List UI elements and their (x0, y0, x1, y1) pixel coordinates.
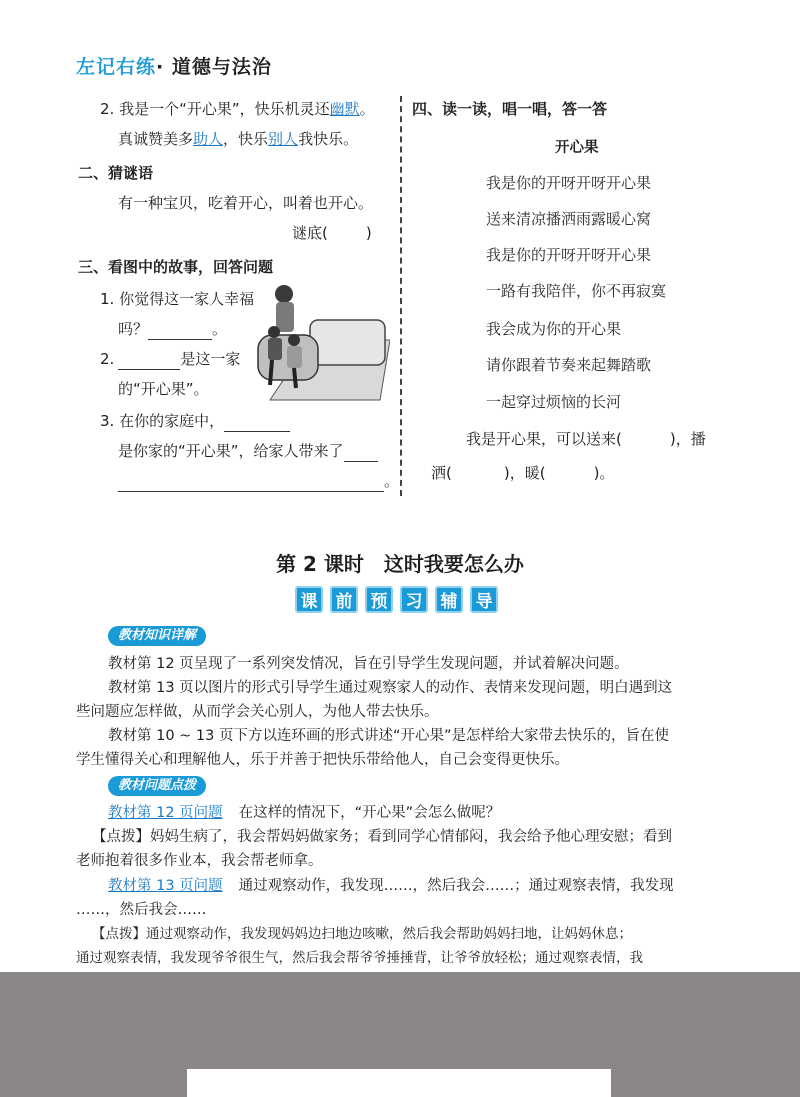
family-illustration (250, 280, 390, 410)
story-q3-text: 3. 在你的家庭中， (100, 412, 225, 430)
q2-word-humor: 幽默 (329, 100, 360, 118)
lesson-title: 第 2 课时 这时我要怎么办 (276, 552, 524, 576)
brand-series: 左记右练 (76, 56, 157, 78)
hint-13-b: 通过观察表情，我发现爷爷很生气，然后我会帮爷爷捶捶背，让爷爷放轻松；通过观察表情，我 (76, 950, 643, 966)
poem-line: 一路有我陪伴，你不再寂寞 (486, 282, 667, 300)
song-question-text2: )，播 (669, 430, 706, 448)
story-q3-blank2[interactable] (344, 445, 378, 462)
banner-char: 习 (400, 586, 428, 613)
poem-line: 一起穿过烦恼的长河 (486, 393, 622, 411)
problem-13-text: 通过观察动作，我发现……，然后我会……；通过观察表情，我发现 (238, 878, 674, 894)
riddle-text: 有一种宝贝，吃着开心，叫着也开心。 (118, 194, 374, 212)
story-q1-line1: 1. 你觉得这一家人幸福 (100, 290, 255, 308)
story-q1-blank[interactable] (148, 323, 212, 340)
story-q3-line1 (100, 410, 290, 432)
riddle-answer (292, 222, 372, 244)
song-question-text: 我是开心果，可以送来( (466, 430, 622, 448)
story-q3-line2 (118, 440, 378, 462)
poem-title: 开心果 (555, 140, 599, 156)
hint-13-a: 【点拨】通过观察动作，我发现妈妈边扫地边咳嗽，然后我会帮助妈妈扫地，让妈妈休息； (92, 926, 632, 942)
q2-word-others: 别人 (268, 130, 299, 148)
story-q1-line2 (118, 318, 227, 340)
story-q1-text: 吗？ (118, 320, 149, 338)
q2-line2-end: 我快乐。 (298, 130, 359, 148)
preview-banner (295, 586, 498, 613)
knowledge-p3-a: 教材第 10 ~ 13 页下方以连环画的形式讲述“开心果”是怎样给大家带去快乐的，旨在使 (108, 728, 670, 744)
song-question-text4: )，暖( (503, 464, 546, 482)
song-question-text5: )。 (593, 464, 615, 482)
banner-char: 辅 (435, 586, 463, 613)
q2-word-help: 助人 (193, 130, 224, 148)
poem-line: 我会成为你的开心果 (486, 320, 622, 338)
story-q2-blank[interactable] (118, 353, 180, 370)
knowledge-p3-b: 学生懂得关心和理解他人，乐于并善于把快乐带给他人，自己会变得更快乐。 (76, 752, 569, 768)
section-riddle-title: 二、猜谜语 (78, 164, 154, 182)
knowledge-p1: 教材第 12 页呈现了一系列突发情况，旨在引导学生发现问题，并试着解决问题。 (108, 656, 629, 672)
story-q3-blank3[interactable] (118, 475, 384, 492)
column-divider (400, 96, 402, 496)
q2-line1-end: 。 (359, 100, 375, 118)
poem-line: 请你跟着节奏来起舞踏歌 (486, 356, 652, 374)
banner-char: 课 (295, 586, 323, 613)
banner-char: 导 (470, 586, 498, 613)
q2-line1 (100, 98, 375, 120)
knowledge-p2-a: 教材第 13 页以图片的形式引导学生通过观察家人的动作、表情来发现问题，明白遇到这 (108, 680, 673, 696)
q2-line2 (118, 128, 358, 150)
riddle-answer-close: ) (365, 224, 372, 242)
problem-13-b: ……，然后我会…… (76, 902, 207, 918)
knowledge-p2-b: 些问题应怎样做，从而学会关心别人，为他人带去快乐。 (76, 704, 439, 720)
story-q3-end: 。 (384, 472, 400, 490)
overlay-blank-panel (187, 1069, 611, 1097)
q2-line1-text: 2. 我是一个“开心果”，快乐机灵还 (100, 100, 330, 118)
song-question-line1 (466, 428, 706, 450)
poem-line: 送来清凉播洒雨露暖心窝 (486, 210, 652, 228)
hint-12-a: 【点拨】妈妈生病了，我会帮妈妈做家务；看到同学心情郁闷，我会给予他心理安慰；看到 (92, 829, 672, 845)
problem-12-link[interactable]: 教材第 12 页问题 (108, 805, 223, 821)
banner-char: 前 (330, 586, 358, 613)
problem-12-text: 在这样的情况下，“开心果”会怎么做呢？ (238, 805, 501, 821)
story-q3-line3 (118, 470, 399, 492)
story-q2-number: 2. (100, 350, 115, 368)
q2-line2-text: 真诚赞美多 (118, 130, 194, 148)
knowledge-label: 教材知识详解 (108, 626, 206, 646)
problems-label: 教材问题点拨 (108, 776, 206, 796)
poem-line: 我是你的开呀开呀开心果 (486, 174, 652, 192)
section-story-title: 三、看图中的故事，回答问题 (78, 258, 274, 276)
hint-12-b: 老师抱着很多作业本，我会帮老师拿。 (76, 853, 323, 869)
problem-13-link[interactable]: 教材第 13 页问题 (108, 878, 223, 894)
story-q3-text2: 是你家的“开心果”，给家人带来了 (118, 442, 344, 460)
story-q1-end: 。 (212, 320, 228, 338)
q2-line2-mid: ，快乐 (223, 130, 269, 148)
problem-12 (108, 801, 758, 825)
story-q2-text: 是这一家 (180, 350, 241, 368)
book-brand (76, 52, 272, 79)
brand-subject: · 道德与法治 (156, 56, 272, 78)
problem-13 (108, 874, 758, 898)
story-q2-line2: 的“开心果”。 (118, 380, 209, 398)
riddle-answer-label: 谜底( (292, 224, 328, 242)
poem-line: 我是你的开呀开呀开心果 (486, 246, 652, 264)
story-q3-blank1[interactable] (224, 415, 290, 432)
song-question-line2 (431, 462, 614, 484)
banner-char: 预 (365, 586, 393, 613)
song-question-text3: 洒( (431, 464, 452, 482)
story-q2-line1 (100, 348, 240, 370)
section-song-title: 四、读一读，唱一唱，答一答 (412, 100, 608, 118)
